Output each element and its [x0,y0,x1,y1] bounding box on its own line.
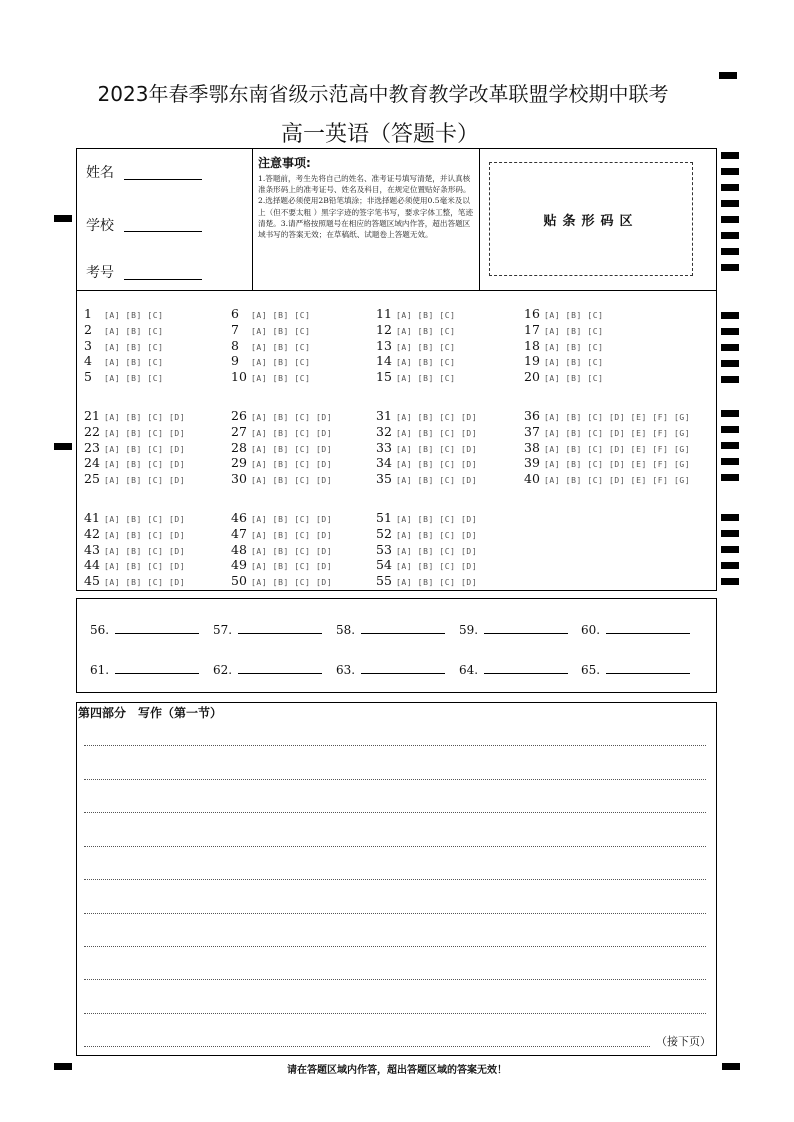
fill-item [581,621,690,637]
barcode-label: 贴条形码区 [543,213,639,229]
question-row [524,353,604,369]
question-row [231,338,311,354]
fill-item [213,661,322,677]
question-number: 5 [84,369,92,385]
question-row [376,424,477,440]
notes-text: 1.答题前，考生先将自己的姓名、准考证号填写清楚，并认真核准条形码上的准考证号、姓名及科目，在规定位置贴好条形码。2.选择题必须使用2B铅笔填涂；非选择题必须使用0.5毫米及以上（但不要太粗 ）黑字字迹的签字笔书写，要求字体工整，笔迹清楚。3.请严格按照题号在相应的答题区域内作答，超出答题区域书写的答案无效；在草稿纸、试题卷上答题无效。 [258,174,474,240]
fill-item [336,661,445,677]
question-number: 38 [524,439,540,455]
timing-mark [721,312,739,319]
question-row [84,455,185,471]
answer-bubbles[interactable]: [A] [B] [C] [D] [396,530,478,540]
question-row [524,455,690,471]
question-number: 11 [376,306,392,321]
question-row [231,526,332,542]
answer-bubbles[interactable]: [A] [B] [C] [544,326,604,336]
page-title: 2023年春季鄂东南省级示范高中教育教学改革联盟学校期中联考 [97,82,669,106]
fill-number: 63. [336,663,356,677]
fill-number: 65. [581,663,601,677]
answer-bubbles[interactable]: [A] [B] [C] [D] [251,562,333,572]
answer-bubbles[interactable]: [A] [B] [C] [D] [104,476,186,486]
question-row [84,471,185,487]
question-number: 9 [231,353,239,369]
question-number: 46 [231,510,247,525]
fill-number: 61. [90,663,110,677]
timing-mark [721,562,739,569]
answer-bubbles[interactable]: [A] [B] [C] [D] [396,562,478,572]
question-number: 41 [84,510,100,525]
answer-bubbles[interactable]: [A] [B] [C] [544,342,604,352]
notes [258,154,476,240]
question-number: 44 [84,557,100,573]
fill-item [459,621,568,637]
fill-item [459,661,568,677]
fill-item [90,661,199,677]
answer-bubbles[interactable]: [A] [B] [C] [D] [396,546,478,556]
answer-bubbles[interactable]: [A] [B] [C] [D] [104,562,186,572]
fill-number: 64. [459,663,479,677]
question-number: 22 [84,423,100,439]
question-row [376,322,456,338]
question-number: 25 [84,471,100,487]
fill-number: 62. [213,663,233,677]
timing-mark [721,410,739,417]
school-label: 学校 [86,218,114,234]
question-row [376,338,456,354]
question-number: 50 [231,573,247,589]
timing-mark [721,152,739,159]
answer-bubbles[interactable]: [A] [B] [C] [D] [E] [F] [G] [544,476,691,486]
timing-mark [721,248,739,255]
answer-bubbles[interactable]: [A] [B] [C] [104,342,164,352]
question-row [231,424,332,440]
fill-number: 58. [336,623,356,637]
question-number: 52 [376,525,392,541]
answer-bubbles[interactable]: [A] [B] [C] [D] [104,578,186,588]
question-row [84,408,185,424]
timing-mark [721,328,739,335]
fill-number: 56. [90,623,110,637]
answer-bubbles[interactable]: [A] [B] [C] [D] [251,546,333,556]
question-number: 16 [524,306,540,321]
question-number: 29 [231,455,247,471]
question-number: 17 [524,321,540,337]
writing-line[interactable] [84,812,706,813]
timing-mark [721,344,739,351]
question-number: 34 [376,455,392,471]
question-number: 55 [376,573,392,589]
question-row [84,369,164,385]
timing-mark [721,360,739,367]
question-row [524,338,604,354]
page-subtitle: 高一英语（答题卡） [280,122,479,147]
question-row [84,322,164,338]
question-number: 39 [524,455,540,471]
question-number: 20 [524,369,540,385]
answer-bubbles[interactable]: [A] [B] [C] [D] [104,460,186,470]
question-number: 42 [84,525,100,541]
timing-mark [54,215,72,222]
question-number: 13 [376,337,392,353]
answer-bubbles[interactable]: [A] [B] [C] [396,311,456,320]
question-row [524,369,604,385]
answer-bubbles[interactable]: [A] [B] [C] [396,326,456,336]
question-row [84,542,185,558]
answer-bubbles[interactable]: [A] [B] [C] [D] [E] [F] [G] [544,413,691,422]
question-number: 36 [524,408,540,423]
question-row [84,573,185,589]
question-row [231,471,332,487]
barcode-area [489,162,693,276]
answer-bubbles[interactable]: [A] [B] [C] [D] [104,546,186,556]
name-field[interactable] [124,179,202,180]
question-number: 54 [376,557,392,573]
answer-bubbles[interactable]: [A] [B] [C] [D] [251,428,333,438]
answer-bubbles[interactable]: [A] [B] [C] [D] [396,460,478,470]
timing-mark [721,530,739,537]
answer-bubbles[interactable]: [A] [B] [C] [544,311,604,320]
fill-blank[interactable] [238,661,322,674]
question-row [84,338,164,354]
exam-no-field[interactable] [124,279,202,280]
answer-bubbles[interactable]: [A] [B] [C] [D] [251,460,333,470]
timing-mark [721,264,739,271]
question-number: 47 [231,525,247,541]
question-row [84,510,185,526]
answer-bubbles[interactable]: [A] [B] [C] [104,358,164,368]
writing-line[interactable] [84,779,706,780]
timing-mark [721,200,739,207]
continue-label: （接下页） [656,1035,711,1048]
question-number: 15 [376,369,392,385]
question-row [376,353,456,369]
fill-blank[interactable] [484,661,568,674]
school-field[interactable] [124,231,202,232]
question-number: 21 [84,408,100,423]
question-row [376,369,456,385]
fill-blank[interactable] [115,661,199,674]
notes-title: 注意事项: [258,156,311,170]
question-row [231,573,332,589]
question-row [231,455,332,471]
question-number: 8 [231,337,239,353]
question-number: 2 [84,321,92,337]
fill-number: 57. [213,623,233,637]
fill-item [336,621,445,637]
question-number: 12 [376,321,392,337]
fill-blank[interactable] [361,661,445,674]
question-row [376,471,477,487]
answer-bubbles[interactable]: [A] [B] [C] [D] [104,413,186,422]
question-row [376,557,477,573]
writing-title: 第四部分 写作（第一节） [78,706,223,720]
writing-line[interactable] [84,913,706,914]
timing-mark [721,546,739,553]
question-number: 28 [231,439,247,455]
answer-bubbles[interactable]: [A] [B] [C] [251,342,311,352]
writing-line[interactable] [84,745,706,746]
timing-mark [721,458,739,465]
question-number: 51 [376,510,392,525]
answer-bubbles[interactable]: [A] [B] [C] [251,326,311,336]
answer-bubbles[interactable]: [A] [B] [C] [D] [251,515,333,524]
question-row [376,455,477,471]
question-row [84,557,185,573]
answer-bubbles[interactable]: [A] [B] [C] [D] [396,515,478,524]
question-number: 45 [84,573,100,589]
fill-blank[interactable] [361,621,445,634]
question-number: 4 [84,353,92,369]
writing-line[interactable] [84,946,706,947]
question-row [524,424,690,440]
answer-bubbles[interactable]: [A] [B] [C] [D] [E] [F] [G] [544,428,691,438]
question-row [376,510,477,526]
fill-item [90,621,199,637]
answer-bubbles[interactable]: [A] [B] [C] [104,311,164,320]
question-row [231,408,332,424]
answer-bubbles[interactable]: [A] [B] [C] [D] [251,413,333,422]
question-row [84,526,185,542]
question-row [231,353,311,369]
timing-mark [721,168,739,175]
question-row [524,440,690,456]
fill-number: 59. [459,623,479,637]
question-row [231,369,311,385]
question-number: 30 [231,471,247,487]
timing-mark [721,232,739,239]
question-number: 33 [376,439,392,455]
timing-mark [721,184,739,191]
question-number: 35 [376,471,392,487]
question-row [376,542,477,558]
question-row [376,440,477,456]
answer-bubbles[interactable]: [A] [B] [C] [251,358,311,368]
question-row [524,471,690,487]
answer-bubbles[interactable]: [A] [B] [C] [251,311,311,320]
writing-line[interactable] [84,1046,650,1047]
fill-blank[interactable] [238,621,322,634]
answer-bubbles[interactable]: [A] [B] [C] [104,326,164,336]
fill-item [581,661,690,677]
question-number: 27 [231,423,247,439]
question-number: 53 [376,541,392,557]
question-number: 48 [231,541,247,557]
timing-mark [721,216,739,223]
question-row [524,408,690,424]
question-row [84,353,164,369]
answer-bubbles[interactable]: [A] [B] [C] [D] [396,413,478,422]
answer-bubbles[interactable]: [A] [B] [C] [544,374,604,384]
question-number: 23 [84,439,100,455]
question-number: 18 [524,337,540,353]
question-number: 37 [524,423,540,439]
question-number: 49 [231,557,247,573]
answer-bubbles[interactable]: [A] [B] [C] [D] [396,476,478,486]
question-number: 40 [524,471,540,487]
answer-bubbles[interactable]: [A] [B] [C] [396,374,456,384]
timing-mark [721,376,739,383]
question-row [84,306,164,322]
question-number: 3 [84,337,92,353]
question-row [231,322,311,338]
timing-mark [721,426,739,433]
answer-bubbles[interactable]: [A] [B] [C] [396,342,456,352]
question-number: 10 [231,369,247,385]
question-number: 26 [231,408,247,423]
timing-mark [721,442,739,449]
answer-bubbles[interactable]: [A] [B] [C] [D] [E] [F] [G] [544,460,691,470]
question-row [524,306,604,322]
answer-bubbles[interactable]: [A] [B] [C] [D] [251,444,333,454]
question-number: 32 [376,423,392,439]
fill-blank[interactable] [115,621,199,634]
question-row [376,306,456,322]
question-row [231,557,332,573]
fill-blank[interactable] [484,621,568,634]
question-number: 19 [524,353,540,369]
question-row [231,306,311,322]
question-number: 14 [376,353,392,369]
question-row [84,424,185,440]
answer-bubbles[interactable]: [A] [B] [C] [D] [104,428,186,438]
question-row [376,408,477,424]
writing-line[interactable] [84,1013,706,1014]
timing-mark [721,578,739,585]
answer-bubbles[interactable]: [A] [B] [C] [D] [251,578,333,588]
name-label: 姓名 [86,165,114,181]
writing-line[interactable] [84,979,706,980]
answer-bubbles[interactable]: [A] [B] [C] [D] [251,530,333,540]
footer-note: 请在答题区域内作答，超出答题区域的答案无效！ [287,1065,507,1076]
question-row [231,542,332,558]
answer-bubbles[interactable]: [A] [B] [C] [D] [104,530,186,540]
question-number: 1 [84,306,92,321]
question-row [231,440,332,456]
answer-bubbles[interactable]: [A] [B] [C] [D] [104,444,186,454]
timing-mark [54,443,72,450]
answer-bubbles[interactable]: [A] [B] [C] [D] [396,578,478,588]
question-number: 7 [231,321,239,337]
question-row [376,573,477,589]
fill-section [76,598,717,693]
answer-bubbles[interactable]: [A] [B] [C] [D] [E] [F] [G] [544,444,691,454]
fill-blank[interactable] [606,661,690,674]
question-number: 6 [231,306,239,321]
question-row [231,510,332,526]
question-row [376,526,477,542]
fill-number: 60. [581,623,601,637]
question-number: 24 [84,455,100,471]
answer-bubbles[interactable]: [A] [B] [C] [D] [396,428,478,438]
fill-blank[interactable] [606,621,690,634]
question-row [524,322,604,338]
answer-bubbles[interactable]: [A] [B] [C] [D] [104,515,186,524]
answer-bubbles[interactable]: [A] [B] [C] [D] [251,476,333,486]
question-number: 43 [84,541,100,557]
writing-line[interactable] [84,846,706,847]
answer-bubbles[interactable]: [A] [B] [C] [251,374,311,384]
answer-bubbles[interactable]: [A] [B] [C] [544,358,604,368]
question-number: 31 [376,408,392,423]
answer-bubbles[interactable]: [A] [B] [C] [104,374,164,384]
answer-bubbles[interactable]: [A] [B] [C] [396,358,456,368]
answer-bubbles[interactable]: [A] [B] [C] [D] [396,444,478,454]
writing-line[interactable] [84,879,706,880]
exam-no-label: 考号 [86,265,114,281]
fill-item [213,621,322,637]
timing-mark [721,514,739,521]
timing-mark [721,474,739,481]
question-row [84,440,185,456]
